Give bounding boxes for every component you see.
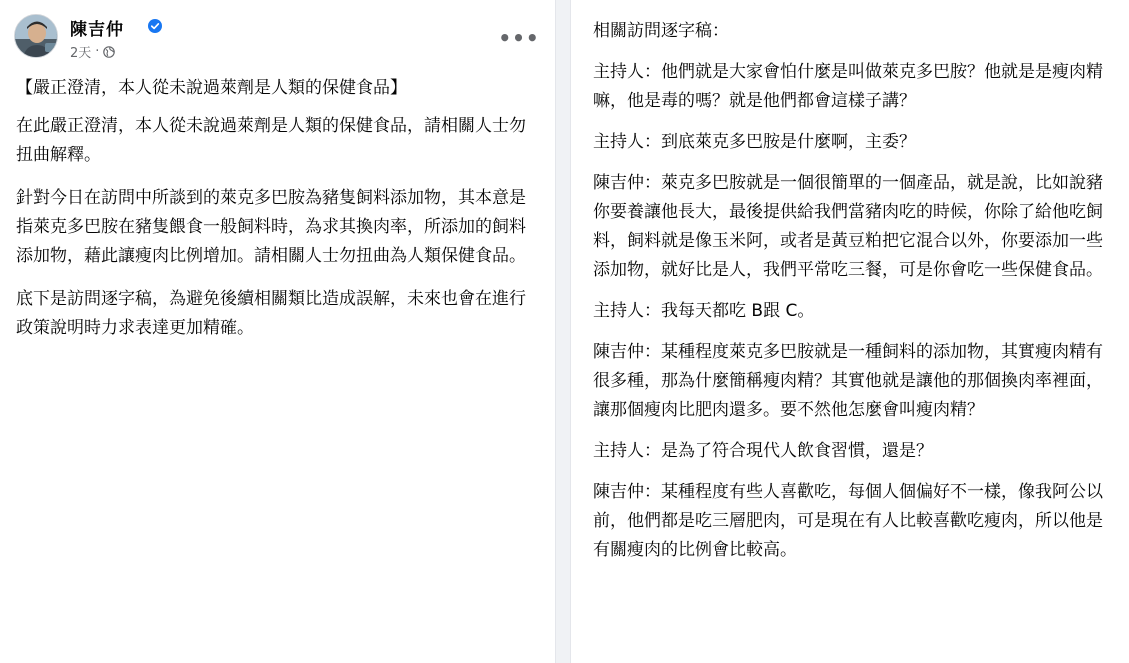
- meta-separator: ·: [95, 44, 100, 59]
- transcript-panel: [570, 0, 1129, 663]
- post-body: [16, 74, 536, 357]
- transcript-line: 陳吉仲：某種程度有些人喜歡吃，每個人個偏好不一樣，像我阿公以前，他們都是吃三層肥肉，可是現在有人比較喜歡吃瘦肉，所以他是有關瘦肉的比例會比較高。: [593, 482, 1103, 560]
- post-paragraph: 底下是訪問逐字稿，為避免後續相關類比造成誤解，未來也會在進行政策說明時力求表達更加精確。: [16, 289, 526, 338]
- post-card: [0, 0, 556, 663]
- transcript-line: 陳吉仲：萊克多巴胺就是一個很簡單的一個產品，就是說，比如說豬你要養讓他長大，最後提供給我們當豬肉吃的時候，你除了給他吃飼料，飼料就是像玉米阿，或者是黃豆粕把它混合以外，你要添加一些添加物，就好比是人，我們平常吃三餐，可是你會吃一些保健食品。: [593, 173, 1103, 280]
- transcript-line: 主持人：是為了符合現代人飲食習慣，還是？: [593, 441, 933, 461]
- panel-divider: [556, 0, 570, 663]
- post-paragraph: 在此嚴正澄清，本人從未說過萊劑是人類的保健食品，請相關人士勿扭曲解釋。: [16, 116, 526, 165]
- globe-icon[interactable]: [103, 46, 115, 58]
- more-options-button[interactable]: [498, 22, 540, 54]
- more-options-icon: •••: [498, 26, 540, 50]
- transcript-heading: 相關訪問逐字稿：: [593, 21, 729, 41]
- post-paragraph: 針對今日在訪問中所談到的萊克多巴胺為豬隻飼料添加物，其本意是指萊克多巴胺在豬隻餵食一般飼料時，為求其換肉率，所添加的飼料添加物，藉此讓瘦肉比例增加。請相關人士勿扭曲為人類保健食品。: [16, 188, 526, 266]
- post-header: [14, 12, 541, 62]
- post-headline: 【嚴正澄清，本人從未說過萊劑是人類的保健食品】: [16, 78, 407, 98]
- avatar[interactable]: [14, 14, 58, 58]
- author-name[interactable]: 陳吉仲: [70, 20, 124, 40]
- post-time[interactable]: 2天: [70, 46, 92, 61]
- transcript-line: 陳吉仲：某種程度萊克多巴胺就是一種飼料的添加物，其實瘦肉精有很多種，那為什麼簡稱瘦肉精？其實他就是讓他的那個換肉率裡面，讓那個瘦肉比肥肉還多。要不然他怎麼會叫瘦肉精？: [593, 342, 1103, 420]
- transcript-text: [593, 17, 1103, 577]
- verified-badge-icon: [148, 19, 162, 33]
- transcript-line: 主持人：我每天都吃 B跟 C。: [593, 301, 815, 321]
- transcript-line: 主持人：到底萊克多巴胺是什麼啊，主委？: [593, 132, 916, 152]
- avatar-portrait-icon: [15, 15, 58, 58]
- transcript-line: 主持人：他們就是大家會怕什麼是叫做萊克多巴胺？他就是是瘦肉精嘛，他是毒的嗎？就是他們都會這樣子講？: [593, 62, 1103, 111]
- post-meta: [70, 42, 115, 61]
